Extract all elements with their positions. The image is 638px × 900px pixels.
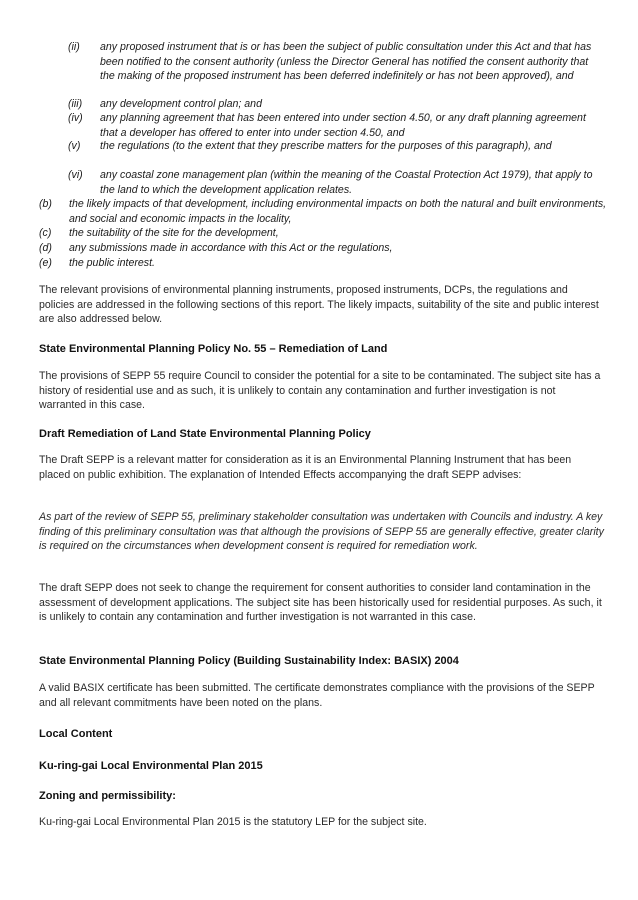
- local-content-heading: Local Content: [39, 728, 113, 740]
- subclause-text: any proposed instrument that is or has been the subject of public consultation under this Act and that has been notified to the consent authority (unless the Director General has notified the consent authority that the making of the proposed instrument has been deferred indefinitely or has not been approved), and: [100, 41, 592, 82]
- subclause-ii: [68, 40, 608, 84]
- clause-b: [39, 197, 609, 226]
- clause-text: any submissions made in accordance with this Act or the regulations,: [69, 242, 393, 254]
- zoning-body: Ku-ring-gai Local Environmental Plan 2015 is the statutory LEP for the subject site.: [39, 816, 427, 828]
- draft-sepp-heading: Draft Remediation of Land State Environmental Planning Policy: [39, 428, 371, 440]
- sepp55-heading: State Environmental Planning Policy No. 55 – Remediation of Land: [39, 343, 388, 355]
- subclause-text: any development control plan; and: [100, 98, 262, 110]
- clause-label: (b): [39, 198, 52, 210]
- subclause-label: (v): [68, 140, 81, 152]
- draft-sepp-quote: As part of the review of SEPP 55, preliminary stakeholder consultation was undertaken with Councils and industry. A key finding of this preliminary consultation was that although the provisions of SEPP 55 are generally effective, greater clarity is required on the circumstances when development consent is required for remediation work.: [39, 511, 604, 552]
- draft-sepp-body: The Draft SEPP is a relevant matter for consideration as it is an Environmental Planning Instrument that has been placed on public exhibition. The explanation of Intended Effects accompanying the draft SEPP advises:: [39, 454, 572, 481]
- intro-paragraph: The relevant provisions of environmental planning instruments, proposed instruments, DCPs, the regulations and policies are addressed in the following sections of this report. The likely impacts, suitability of the site and public interest are also addressed below.: [39, 284, 599, 325]
- subclause-vi: [68, 168, 608, 197]
- clause-c: [39, 226, 609, 241]
- lep-heading: Ku-ring-gai Local Environmental Plan 2015: [39, 760, 263, 772]
- subclause-iv: [68, 111, 608, 140]
- clause-label: (d): [39, 242, 52, 254]
- subclause-label: (iii): [68, 98, 83, 110]
- clause-text: the likely impacts of that development, including environmental impacts on both the natural and built environments, and social and economic impacts in the locality,: [69, 198, 607, 225]
- subclause-label: (ii): [68, 41, 80, 53]
- zoning-heading: Zoning and permissibility:: [39, 790, 176, 802]
- basix-heading: State Environmental Planning Policy (Building Sustainability Index: BASIX) 2004: [39, 655, 459, 667]
- subclause-text: any planning agreement that has been entered into under section 4.50, or any draft planning agreement that a developer has offered to enter into under section 4.50, and: [100, 112, 586, 139]
- clause-e: [39, 256, 609, 271]
- clause-text: the suitability of the site for the development,: [69, 227, 279, 239]
- subclause-label: (iv): [68, 112, 83, 124]
- clause-label: (e): [39, 257, 52, 269]
- clause-label: (c): [39, 227, 52, 239]
- subclause-iii: [68, 97, 608, 112]
- clause-d: [39, 241, 609, 256]
- subclause-v: [68, 139, 608, 154]
- subclause-label: (vi): [68, 169, 83, 181]
- sepp55-body: The provisions of SEPP 55 require Council to consider the potential for a site to be contaminated. The subject site has a history of residential use and as such, it is unlikely to contain any contamination and further investigation is not warranted in this case.: [39, 370, 601, 411]
- subclause-text: any coastal zone management plan (within the meaning of the Coastal Protection Act 1979), that apply to the land to which the development application relates.: [100, 169, 593, 196]
- clause-text: the public interest.: [69, 257, 155, 269]
- subclause-text: the regulations (to the extent that they prescribe matters for the purposes of this paragraph), and: [100, 140, 552, 152]
- basix-body: A valid BASIX certificate has been submitted. The certificate demonstrates compliance with the provisions of the SEPP and all relevant commitments have been noted on the plans.: [39, 682, 595, 709]
- draft-sepp-body-2: The draft SEPP does not seek to change the requirement for consent authorities to consider land contamination in the assessment of development applications. The subject site has been historically used for residential purposes. As such, it is unlikely to contain any contamination and further investigation is not warranted in this case.: [39, 582, 602, 623]
